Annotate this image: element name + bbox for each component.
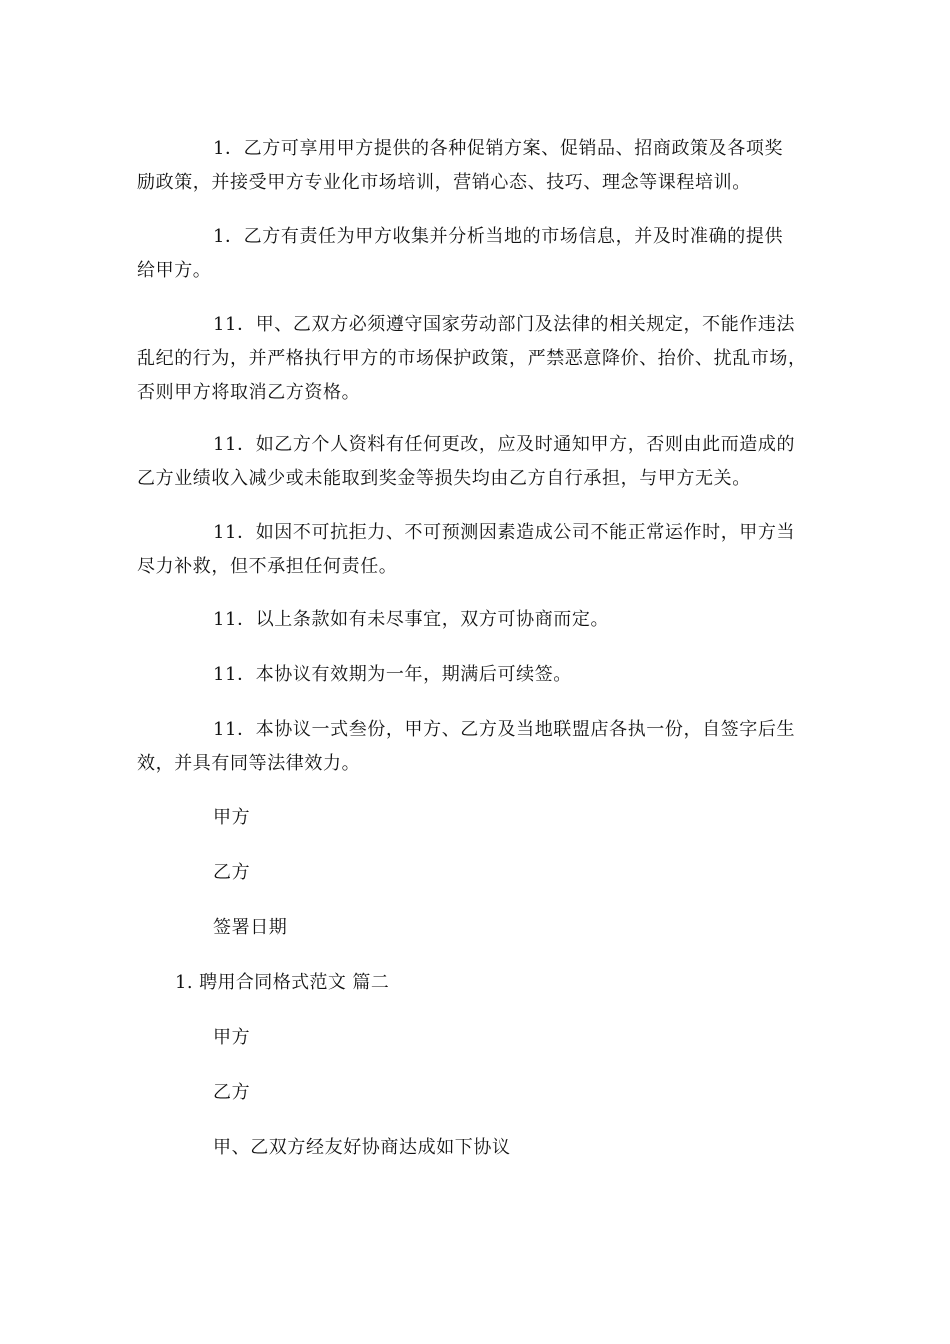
clause-line: 否则甲方将取消乙方资格。 [137, 382, 361, 403]
clause-5 [137, 516, 817, 584]
clause-line: 11．甲、乙双方必须遵守国家劳动部门及法律的相关规定，不能作违法 [213, 314, 796, 335]
clause-line: 1．乙方有责任为甲方收集并分析当地的市场信息，并及时准确的提供 [213, 226, 784, 247]
clause-line: 乱纪的行为，并严格执行甲方的市场保护政策，严禁恶意降价、抬价、扰乱市场， [137, 348, 807, 369]
clause-line: 效，并具有同等法律效力。 [137, 753, 361, 774]
clause-6 [137, 603, 817, 637]
clause-line: 11．本协议有效期为一年，期满后可续签。 [213, 664, 572, 685]
signature-party-a: 甲方 [213, 807, 251, 828]
section2-intro: 甲、乙双方经友好协商达成如下协议 [213, 1137, 511, 1158]
clause-line: 11．本协议一式叁份，甲方、乙方及当地联盟店各执一份，自签字后生 [213, 719, 796, 740]
clause-line: 励政策，并接受甲方专业化市场培训，营销心态、技巧、理念等课程培训。 [137, 172, 751, 193]
clause-3 [137, 308, 817, 410]
section2-party-b: 乙方 [213, 1082, 251, 1103]
clause-line: 11．如因不可抗拒力、不可预测因素造成公司不能正常运作时，甲方当 [213, 522, 796, 543]
section-heading: 1. 聘用合同格式范文 篇二 [175, 972, 390, 993]
signature-date: 签署日期 [213, 917, 288, 938]
clause-4 [137, 428, 817, 496]
clause-line: 11．如乙方个人资料有任何更改，应及时通知甲方，否则由此而造成的 [213, 434, 796, 455]
signature-party-b: 乙方 [213, 862, 251, 883]
clause-line: 1．乙方可享用甲方提供的各种促销方案、促销品、招商政策及各项奖 [213, 138, 784, 159]
clause-7 [137, 658, 817, 692]
clause-1 [137, 132, 817, 200]
clause-line: 给甲方。 [137, 260, 212, 281]
clause-line: 尽力补救，但不承担任何责任。 [137, 556, 398, 577]
section2-party-a: 甲方 [213, 1027, 251, 1048]
clause-line: 乙方业绩收入减少或未能取到奖金等损失均由乙方自行承担，与甲方无关。 [137, 468, 751, 489]
clause-line: 11．以上条款如有未尽事宜，双方可协商而定。 [213, 609, 610, 630]
clause-8 [137, 713, 817, 781]
clause-2 [137, 220, 817, 288]
